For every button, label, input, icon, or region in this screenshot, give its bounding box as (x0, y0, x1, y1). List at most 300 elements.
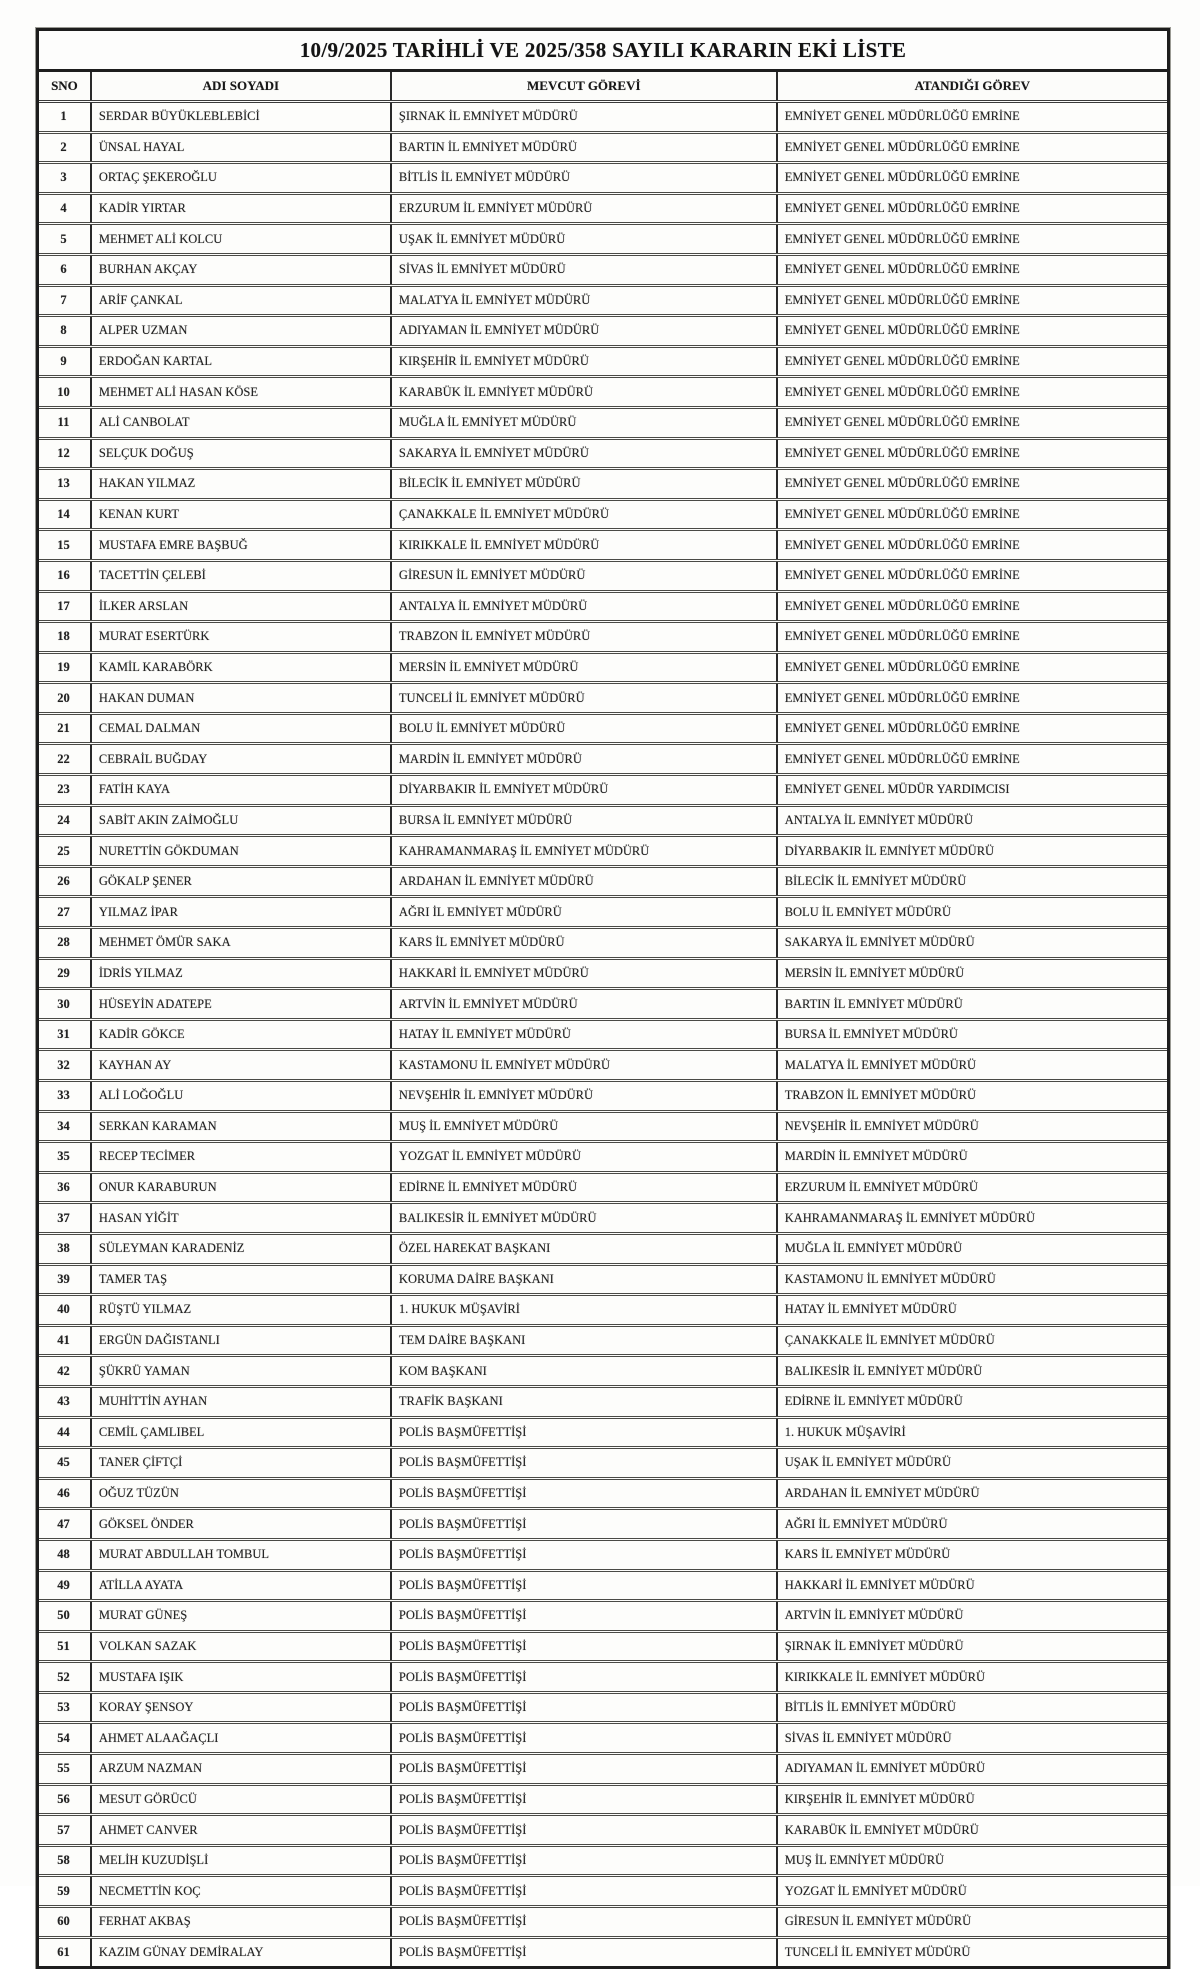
table-row (39, 713, 1167, 744)
cell-current-role: POLİS BAŞMÜFETTİŞİ (391, 1692, 777, 1723)
cell-sno: 41 (39, 1325, 91, 1356)
table-row (39, 1081, 1167, 1112)
cell-sno: 28 (39, 928, 91, 959)
cell-assigned-role: SİVAS İL EMNİYET MÜDÜRÜ (777, 1723, 1167, 1754)
cell-assigned-role: KASTAMONU İL EMNİYET MÜDÜRÜ (777, 1264, 1167, 1295)
cell-current-role: GİRESUN İL EMNİYET MÜDÜRÜ (391, 560, 777, 591)
cell-sno: 49 (39, 1570, 91, 1601)
table-row (39, 1662, 1167, 1693)
cell-current-role: BİTLİS İL EMNİYET MÜDÜRÜ (391, 163, 777, 194)
cell-name: KADİR GÖKCE (91, 1019, 391, 1050)
cell-name: TAMER TAŞ (91, 1264, 391, 1295)
cell-sno: 17 (39, 591, 91, 622)
cell-current-role: KASTAMONU İL EMNİYET MÜDÜRÜ (391, 1050, 777, 1081)
cell-name: KAYHAN AY (91, 1050, 391, 1081)
cell-assigned-role: MARDİN İL EMNİYET MÜDÜRÜ (777, 1142, 1167, 1173)
cell-sno: 10 (39, 377, 91, 408)
cell-sno: 32 (39, 1050, 91, 1081)
table-row (39, 1601, 1167, 1632)
cell-sno: 40 (39, 1295, 91, 1326)
cell-name: KAZIM GÜNAY DEMİRALAY (91, 1937, 391, 1966)
cell-current-role: POLİS BAŞMÜFETTİŞİ (391, 1478, 777, 1509)
cell-sno: 11 (39, 407, 91, 438)
cell-name: ALPER UZMAN (91, 316, 391, 347)
cell-name: KENAN KURT (91, 499, 391, 530)
cell-assigned-role: ADIYAMAN İL EMNİYET MÜDÜRÜ (777, 1754, 1167, 1785)
cell-sno: 14 (39, 499, 91, 530)
cell-sno: 37 (39, 1203, 91, 1234)
cell-assigned-role: KAHRAMANMARAŞ İL EMNİYET MÜDÜRÜ (777, 1203, 1167, 1234)
cell-current-role: SAKARYA İL EMNİYET MÜDÜRÜ (391, 438, 777, 469)
cell-assigned-role: ŞIRNAK İL EMNİYET MÜDÜRÜ (777, 1631, 1167, 1662)
table-row (39, 1692, 1167, 1723)
cell-assigned-role: EMNİYET GENEL MÜDÜRLÜĞÜ EMRİNE (777, 530, 1167, 561)
cell-current-role: YOZGAT İL EMNİYET MÜDÜRÜ (391, 1142, 777, 1173)
cell-name: KAMİL KARABÖRK (91, 652, 391, 683)
cell-assigned-role: EMNİYET GENEL MÜDÜRLÜĞÜ EMRİNE (777, 469, 1167, 500)
cell-current-role: POLİS BAŞMÜFETTİŞİ (391, 1601, 777, 1632)
cell-current-role: ADIYAMAN İL EMNİYET MÜDÜRÜ (391, 316, 777, 347)
cell-sno: 48 (39, 1539, 91, 1570)
cell-assigned-role: HAKKARİ İL EMNİYET MÜDÜRÜ (777, 1570, 1167, 1601)
table-row (39, 928, 1167, 959)
cell-assigned-role: ERZURUM İL EMNİYET MÜDÜRÜ (777, 1172, 1167, 1203)
table-row (39, 1325, 1167, 1356)
cell-assigned-role: EMNİYET GENEL MÜDÜRLÜĞÜ EMRİNE (777, 622, 1167, 653)
table-row (39, 224, 1167, 255)
cell-assigned-role: GİRESUN İL EMNİYET MÜDÜRÜ (777, 1907, 1167, 1938)
cell-assigned-role: EMNİYET GENEL MÜDÜRLÜĞÜ EMRİNE (777, 224, 1167, 255)
cell-current-role: TRABZON İL EMNİYET MÜDÜRÜ (391, 622, 777, 653)
table-row (39, 1570, 1167, 1601)
cell-name: ONUR KARABURUN (91, 1172, 391, 1203)
table-row (39, 1784, 1167, 1815)
table-row (39, 1723, 1167, 1754)
cell-assigned-role: EMNİYET GENEL MÜDÜRLÜĞÜ EMRİNE (777, 285, 1167, 316)
cell-name: SERKAN KARAMAN (91, 1111, 391, 1142)
cell-name: RÜŞTÜ YILMAZ (91, 1295, 391, 1326)
cell-sno: 36 (39, 1172, 91, 1203)
table-row (39, 1172, 1167, 1203)
cell-current-role: KARABÜK İL EMNİYET MÜDÜRÜ (391, 377, 777, 408)
table-row (39, 102, 1167, 133)
cell-current-role: MALATYA İL EMNİYET MÜDÜRÜ (391, 285, 777, 316)
cell-name: KADİR YIRTAR (91, 193, 391, 224)
cell-name: AHMET CANVER (91, 1815, 391, 1846)
cell-name: MURAT ABDULLAH TOMBUL (91, 1539, 391, 1570)
cell-assigned-role: BURSA İL EMNİYET MÜDÜRÜ (777, 1019, 1167, 1050)
cell-sno: 52 (39, 1662, 91, 1693)
table-row (39, 1845, 1167, 1876)
cell-assigned-role: UŞAK İL EMNİYET MÜDÜRÜ (777, 1448, 1167, 1479)
cell-current-role: ANTALYA İL EMNİYET MÜDÜRÜ (391, 591, 777, 622)
cell-assigned-role: EMNİYET GENEL MÜDÜRLÜĞÜ EMRİNE (777, 499, 1167, 530)
cell-assigned-role: KARABÜK İL EMNİYET MÜDÜRÜ (777, 1815, 1167, 1846)
cell-sno: 20 (39, 683, 91, 714)
table-row (39, 1233, 1167, 1264)
cell-sno: 60 (39, 1907, 91, 1938)
cell-sno: 16 (39, 560, 91, 591)
cell-current-role: ÖZEL HAREKAT BAŞKANI (391, 1233, 777, 1264)
cell-sno: 2 (39, 132, 91, 163)
cell-current-role: KORUMA DAİRE BAŞKANI (391, 1264, 777, 1295)
cell-name: TACETTİN ÇELEBİ (91, 560, 391, 591)
cell-name: SELÇUK DOĞUŞ (91, 438, 391, 469)
cell-sno: 26 (39, 866, 91, 897)
cell-sno: 15 (39, 530, 91, 561)
cell-assigned-role: EMNİYET GENEL MÜDÜRLÜĞÜ EMRİNE (777, 316, 1167, 347)
cell-current-role: HATAY İL EMNİYET MÜDÜRÜ (391, 1019, 777, 1050)
cell-sno: 7 (39, 285, 91, 316)
cell-sno: 25 (39, 836, 91, 867)
cell-current-role: POLİS BAŞMÜFETTİŞİ (391, 1754, 777, 1785)
cell-current-role: ÇANAKKALE İL EMNİYET MÜDÜRÜ (391, 499, 777, 530)
cell-name: SERDAR BÜYÜKLEBLEBİCİ (91, 102, 391, 133)
table-row (39, 805, 1167, 836)
table-row (39, 1754, 1167, 1785)
cell-name: ALİ CANBOLAT (91, 407, 391, 438)
table-row (39, 836, 1167, 867)
cell-sno: 51 (39, 1631, 91, 1662)
cell-assigned-role: EMNİYET GENEL MÜDÜRLÜĞÜ EMRİNE (777, 377, 1167, 408)
cell-name: CEBRAİL BUĞDAY (91, 744, 391, 775)
cell-assigned-role: BİTLİS İL EMNİYET MÜDÜRÜ (777, 1692, 1167, 1723)
cell-current-role: POLİS BAŞMÜFETTİŞİ (391, 1570, 777, 1601)
cell-current-role: UŞAK İL EMNİYET MÜDÜRÜ (391, 224, 777, 255)
cell-current-role: POLİS BAŞMÜFETTİŞİ (391, 1815, 777, 1846)
cell-assigned-role: MERSİN İL EMNİYET MÜDÜRÜ (777, 958, 1167, 989)
cell-name: ARİF ÇANKAL (91, 285, 391, 316)
cell-current-role: EDİRNE İL EMNİYET MÜDÜRÜ (391, 1172, 777, 1203)
cell-current-role: MUŞ İL EMNİYET MÜDÜRÜ (391, 1111, 777, 1142)
cell-assigned-role: MALATYA İL EMNİYET MÜDÜRÜ (777, 1050, 1167, 1081)
cell-assigned-role: KIRŞEHİR İL EMNİYET MÜDÜRÜ (777, 1784, 1167, 1815)
cell-sno: 61 (39, 1937, 91, 1966)
cell-current-role: MERSİN İL EMNİYET MÜDÜRÜ (391, 652, 777, 683)
table-row (39, 1264, 1167, 1295)
cell-name: HAKAN DUMAN (91, 683, 391, 714)
cell-assigned-role: BARTIN İL EMNİYET MÜDÜRÜ (777, 989, 1167, 1020)
cell-assigned-role: EMNİYET GENEL MÜDÜRLÜĞÜ EMRİNE (777, 254, 1167, 285)
cell-name: İLKER ARSLAN (91, 591, 391, 622)
table-row (39, 193, 1167, 224)
cell-current-role: BİLECİK İL EMNİYET MÜDÜRÜ (391, 469, 777, 500)
table-row (39, 1876, 1167, 1907)
table-row (39, 897, 1167, 928)
table-row (39, 469, 1167, 500)
cell-current-role: BURSA İL EMNİYET MÜDÜRÜ (391, 805, 777, 836)
cell-current-role: MUĞLA İL EMNİYET MÜDÜRÜ (391, 407, 777, 438)
cell-assigned-role: AĞRI İL EMNİYET MÜDÜRÜ (777, 1509, 1167, 1540)
cell-current-role: POLİS BAŞMÜFETTİŞİ (391, 1448, 777, 1479)
table-row (39, 163, 1167, 194)
cell-name: MESUT GÖRÜCÜ (91, 1784, 391, 1815)
cell-name: ATİLLA AYATA (91, 1570, 391, 1601)
table-row (39, 652, 1167, 683)
cell-name: YILMAZ İPAR (91, 897, 391, 928)
cell-name: SÜLEYMAN KARADENİZ (91, 1233, 391, 1264)
cell-name: ERGÜN DAĞISTANLI (91, 1325, 391, 1356)
table-row (39, 591, 1167, 622)
cell-sno: 38 (39, 1233, 91, 1264)
cell-assigned-role: EMNİYET GENEL MÜDÜRLÜĞÜ EMRİNE (777, 560, 1167, 591)
table-body (39, 102, 1167, 1967)
cell-sno: 39 (39, 1264, 91, 1295)
table-row (39, 1478, 1167, 1509)
column-header-sno: SNO (39, 72, 91, 102)
cell-sno: 9 (39, 346, 91, 377)
table-row (39, 744, 1167, 775)
table-row (39, 1417, 1167, 1448)
cell-current-role: ARDAHAN İL EMNİYET MÜDÜRÜ (391, 866, 777, 897)
cell-current-role: ERZURUM İL EMNİYET MÜDÜRÜ (391, 193, 777, 224)
cell-sno: 55 (39, 1754, 91, 1785)
cell-assigned-role: EMNİYET GENEL MÜDÜRLÜĞÜ EMRİNE (777, 591, 1167, 622)
cell-name: ARZUM NAZMAN (91, 1754, 391, 1785)
cell-sno: 47 (39, 1509, 91, 1540)
table-row (39, 1448, 1167, 1479)
cell-current-role: POLİS BAŞMÜFETTİŞİ (391, 1631, 777, 1662)
cell-name: ERDOĞAN KARTAL (91, 346, 391, 377)
cell-name: VOLKAN SAZAK (91, 1631, 391, 1662)
cell-name: MEHMET ÖMÜR SAKA (91, 928, 391, 959)
cell-assigned-role: BOLU İL EMNİYET MÜDÜRÜ (777, 897, 1167, 928)
cell-assigned-role: DİYARBAKIR İL EMNİYET MÜDÜRÜ (777, 836, 1167, 867)
cell-current-role: BOLU İL EMNİYET MÜDÜRÜ (391, 713, 777, 744)
cell-name: HÜSEYİN ADATEPE (91, 989, 391, 1020)
cell-assigned-role: YOZGAT İL EMNİYET MÜDÜRÜ (777, 1876, 1167, 1907)
cell-current-role: NEVŞEHİR İL EMNİYET MÜDÜRÜ (391, 1081, 777, 1112)
cell-assigned-role: EMNİYET GENEL MÜDÜRLÜĞÜ EMRİNE (777, 652, 1167, 683)
cell-sno: 46 (39, 1478, 91, 1509)
cell-current-role: POLİS BAŞMÜFETTİŞİ (391, 1784, 777, 1815)
cell-sno: 34 (39, 1111, 91, 1142)
cell-sno: 5 (39, 224, 91, 255)
cell-sno: 53 (39, 1692, 91, 1723)
cell-sno: 8 (39, 316, 91, 347)
table-row (39, 346, 1167, 377)
cell-current-role: 1. HUKUK MÜŞAVİRİ (391, 1295, 777, 1326)
column-header-assigned-role: ATANDIĞI GÖREV (777, 72, 1167, 102)
cell-sno: 21 (39, 713, 91, 744)
cell-sno: 59 (39, 1876, 91, 1907)
cell-assigned-role: 1. HUKUK MÜŞAVİRİ (777, 1417, 1167, 1448)
cell-assigned-role: TUNCELİ İL EMNİYET MÜDÜRÜ (777, 1937, 1167, 1966)
cell-current-role: MARDİN İL EMNİYET MÜDÜRÜ (391, 744, 777, 775)
cell-assigned-role: HATAY İL EMNİYET MÜDÜRÜ (777, 1295, 1167, 1326)
cell-current-role: POLİS BAŞMÜFETTİŞİ (391, 1876, 777, 1907)
cell-assigned-role: EMNİYET GENEL MÜDÜRLÜĞÜ EMRİNE (777, 102, 1167, 133)
cell-sno: 50 (39, 1601, 91, 1632)
table-row (39, 1019, 1167, 1050)
cell-assigned-role: EMNİYET GENEL MÜDÜRLÜĞÜ EMRİNE (777, 407, 1167, 438)
cell-current-role: KIRIKKALE İL EMNİYET MÜDÜRÜ (391, 530, 777, 561)
cell-name: MUSTAFA EMRE BAŞBUĞ (91, 530, 391, 561)
header-row (39, 72, 1167, 102)
cell-sno: 4 (39, 193, 91, 224)
cell-assigned-role: ARDAHAN İL EMNİYET MÜDÜRÜ (777, 1478, 1167, 1509)
cell-sno: 13 (39, 469, 91, 500)
table-row (39, 1539, 1167, 1570)
table-row (39, 1386, 1167, 1417)
cell-sno: 19 (39, 652, 91, 683)
cell-current-role: ŞIRNAK İL EMNİYET MÜDÜRÜ (391, 102, 777, 133)
table-row (39, 1937, 1167, 1966)
cell-assigned-role: BALIKESİR İL EMNİYET MÜDÜRÜ (777, 1356, 1167, 1387)
cell-assigned-role: SAKARYA İL EMNİYET MÜDÜRÜ (777, 928, 1167, 959)
cell-current-role: BARTIN İL EMNİYET MÜDÜRÜ (391, 132, 777, 163)
cell-sno: 18 (39, 622, 91, 653)
table-row (39, 1050, 1167, 1081)
cell-sno: 58 (39, 1845, 91, 1876)
table-row (39, 1356, 1167, 1387)
cell-assigned-role: ANTALYA İL EMNİYET MÜDÜRÜ (777, 805, 1167, 836)
cell-assigned-role: EMNİYET GENEL MÜDÜRLÜĞÜ EMRİNE (777, 683, 1167, 714)
cell-name: GÖKSEL ÖNDER (91, 1509, 391, 1540)
cell-sno: 12 (39, 438, 91, 469)
cell-current-role: DİYARBAKIR İL EMNİYET MÜDÜRÜ (391, 775, 777, 806)
decree-annex-table-frame (36, 28, 1170, 1969)
table-row (39, 1111, 1167, 1142)
cell-name: SABİT AKIN ZAİMOĞLU (91, 805, 391, 836)
appointments-table (39, 72, 1167, 1966)
cell-current-role: POLİS BAŞMÜFETTİŞİ (391, 1937, 777, 1966)
cell-sno: 3 (39, 163, 91, 194)
table-header (39, 72, 1167, 102)
cell-sno: 57 (39, 1815, 91, 1846)
cell-assigned-role: EMNİYET GENEL MÜDÜRLÜĞÜ EMRİNE (777, 132, 1167, 163)
cell-name: İDRİS YILMAZ (91, 958, 391, 989)
cell-assigned-role: EMNİYET GENEL MÜDÜR YARDIMCISI (777, 775, 1167, 806)
table-row (39, 1631, 1167, 1662)
cell-current-role: KIRŞEHİR İL EMNİYET MÜDÜRÜ (391, 346, 777, 377)
cell-name: MELİH KUZUDİŞLİ (91, 1845, 391, 1876)
cell-sno: 29 (39, 958, 91, 989)
table-row (39, 530, 1167, 561)
cell-assigned-role: TRABZON İL EMNİYET MÜDÜRÜ (777, 1081, 1167, 1112)
cell-sno: 33 (39, 1081, 91, 1112)
cell-current-role: KARS İL EMNİYET MÜDÜRÜ (391, 928, 777, 959)
cell-current-role: AĞRI İL EMNİYET MÜDÜRÜ (391, 897, 777, 928)
cell-sno: 22 (39, 744, 91, 775)
table-row (39, 989, 1167, 1020)
table-row (39, 438, 1167, 469)
cell-sno: 42 (39, 1356, 91, 1387)
table-row (39, 254, 1167, 285)
cell-assigned-role: NEVŞEHİR İL EMNİYET MÜDÜRÜ (777, 1111, 1167, 1142)
cell-assigned-role: MUĞLA İL EMNİYET MÜDÜRÜ (777, 1233, 1167, 1264)
cell-name: MUHİTTİN AYHAN (91, 1386, 391, 1417)
cell-name: MURAT ESERTÜRK (91, 622, 391, 653)
table-row (39, 1509, 1167, 1540)
cell-name: GÖKALP ŞENER (91, 866, 391, 897)
cell-assigned-role: EMNİYET GENEL MÜDÜRLÜĞÜ EMRİNE (777, 438, 1167, 469)
cell-current-role: POLİS BAŞMÜFETTİŞİ (391, 1907, 777, 1938)
cell-current-role: BALIKESİR İL EMNİYET MÜDÜRÜ (391, 1203, 777, 1234)
cell-assigned-role: EMNİYET GENEL MÜDÜRLÜĞÜ EMRİNE (777, 163, 1167, 194)
cell-current-role: POLİS BAŞMÜFETTİŞİ (391, 1417, 777, 1448)
cell-name: CEMİL ÇAMLIBEL (91, 1417, 391, 1448)
cell-current-role: TRAFİK BAŞKANI (391, 1386, 777, 1417)
table-row (39, 1295, 1167, 1326)
cell-name: MURAT GÜNEŞ (91, 1601, 391, 1632)
cell-current-role: TUNCELİ İL EMNİYET MÜDÜRÜ (391, 683, 777, 714)
cell-sno: 56 (39, 1784, 91, 1815)
cell-name: ORTAÇ ŞEKEROĞLU (91, 163, 391, 194)
cell-sno: 23 (39, 775, 91, 806)
cell-name: AHMET ALAAĞAÇLI (91, 1723, 391, 1754)
cell-assigned-role: BİLECİK İL EMNİYET MÜDÜRÜ (777, 866, 1167, 897)
cell-current-role: POLİS BAŞMÜFETTİŞİ (391, 1723, 777, 1754)
table-row (39, 377, 1167, 408)
cell-sno: 27 (39, 897, 91, 928)
cell-sno: 24 (39, 805, 91, 836)
table-row (39, 499, 1167, 530)
cell-name: FATİH KAYA (91, 775, 391, 806)
document-title: 10/9/2025 TARİHLİ VE 2025/358 SAYILI KARARIN EKİ LİSTE (39, 31, 1167, 72)
cell-current-role: POLİS BAŞMÜFETTİŞİ (391, 1845, 777, 1876)
table-row (39, 622, 1167, 653)
table-row (39, 866, 1167, 897)
table-row (39, 1203, 1167, 1234)
cell-name: MEHMET ALİ KOLCU (91, 224, 391, 255)
cell-current-role: KAHRAMANMARAŞ İL EMNİYET MÜDÜRÜ (391, 836, 777, 867)
cell-name: MEHMET ALİ HASAN KÖSE (91, 377, 391, 408)
table-row (39, 958, 1167, 989)
cell-name: HASAN YİĞİT (91, 1203, 391, 1234)
cell-name: NURETTİN GÖKDUMAN (91, 836, 391, 867)
cell-name: ALİ LOĞOĞLU (91, 1081, 391, 1112)
cell-current-role: POLİS BAŞMÜFETTİŞİ (391, 1509, 777, 1540)
cell-assigned-role: EDİRNE İL EMNİYET MÜDÜRÜ (777, 1386, 1167, 1417)
table-row (39, 1907, 1167, 1938)
cell-assigned-role: KARS İL EMNİYET MÜDÜRÜ (777, 1539, 1167, 1570)
cell-name: MUSTAFA IŞIK (91, 1662, 391, 1693)
cell-assigned-role: EMNİYET GENEL MÜDÜRLÜĞÜ EMRİNE (777, 346, 1167, 377)
cell-assigned-role: KIRIKKALE İL EMNİYET MÜDÜRÜ (777, 1662, 1167, 1693)
cell-current-role: KOM BAŞKANI (391, 1356, 777, 1387)
cell-sno: 44 (39, 1417, 91, 1448)
table-row (39, 775, 1167, 806)
cell-assigned-role: EMNİYET GENEL MÜDÜRLÜĞÜ EMRİNE (777, 193, 1167, 224)
cell-current-role: POLİS BAŞMÜFETTİŞİ (391, 1539, 777, 1570)
cell-sno: 54 (39, 1723, 91, 1754)
cell-name: KORAY ŞENSOY (91, 1692, 391, 1723)
cell-assigned-role: EMNİYET GENEL MÜDÜRLÜĞÜ EMRİNE (777, 744, 1167, 775)
cell-sno: 30 (39, 989, 91, 1020)
cell-name: RECEP TECİMER (91, 1142, 391, 1173)
cell-name: ŞÜKRÜ YAMAN (91, 1356, 391, 1387)
cell-sno: 1 (39, 102, 91, 133)
column-header-current-role: MEVCUT GÖREVİ (391, 72, 777, 102)
cell-name: BURHAN AKÇAY (91, 254, 391, 285)
cell-name: NECMETTİN KOÇ (91, 1876, 391, 1907)
column-header-name: ADI SOYADI (91, 72, 391, 102)
cell-assigned-role: ARTVİN İL EMNİYET MÜDÜRÜ (777, 1601, 1167, 1632)
table-row (39, 1815, 1167, 1846)
cell-current-role: HAKKARİ İL EMNİYET MÜDÜRÜ (391, 958, 777, 989)
cell-name: ÜNSAL HAYAL (91, 132, 391, 163)
cell-sno: 45 (39, 1448, 91, 1479)
cell-assigned-role: EMNİYET GENEL MÜDÜRLÜĞÜ EMRİNE (777, 713, 1167, 744)
cell-current-role: ARTVİN İL EMNİYET MÜDÜRÜ (391, 989, 777, 1020)
table-row (39, 316, 1167, 347)
table-row (39, 560, 1167, 591)
table-row (39, 683, 1167, 714)
cell-name: FERHAT AKBAŞ (91, 1907, 391, 1938)
cell-current-role: SİVAS İL EMNİYET MÜDÜRÜ (391, 254, 777, 285)
cell-name: OĞUZ TÜZÜN (91, 1478, 391, 1509)
